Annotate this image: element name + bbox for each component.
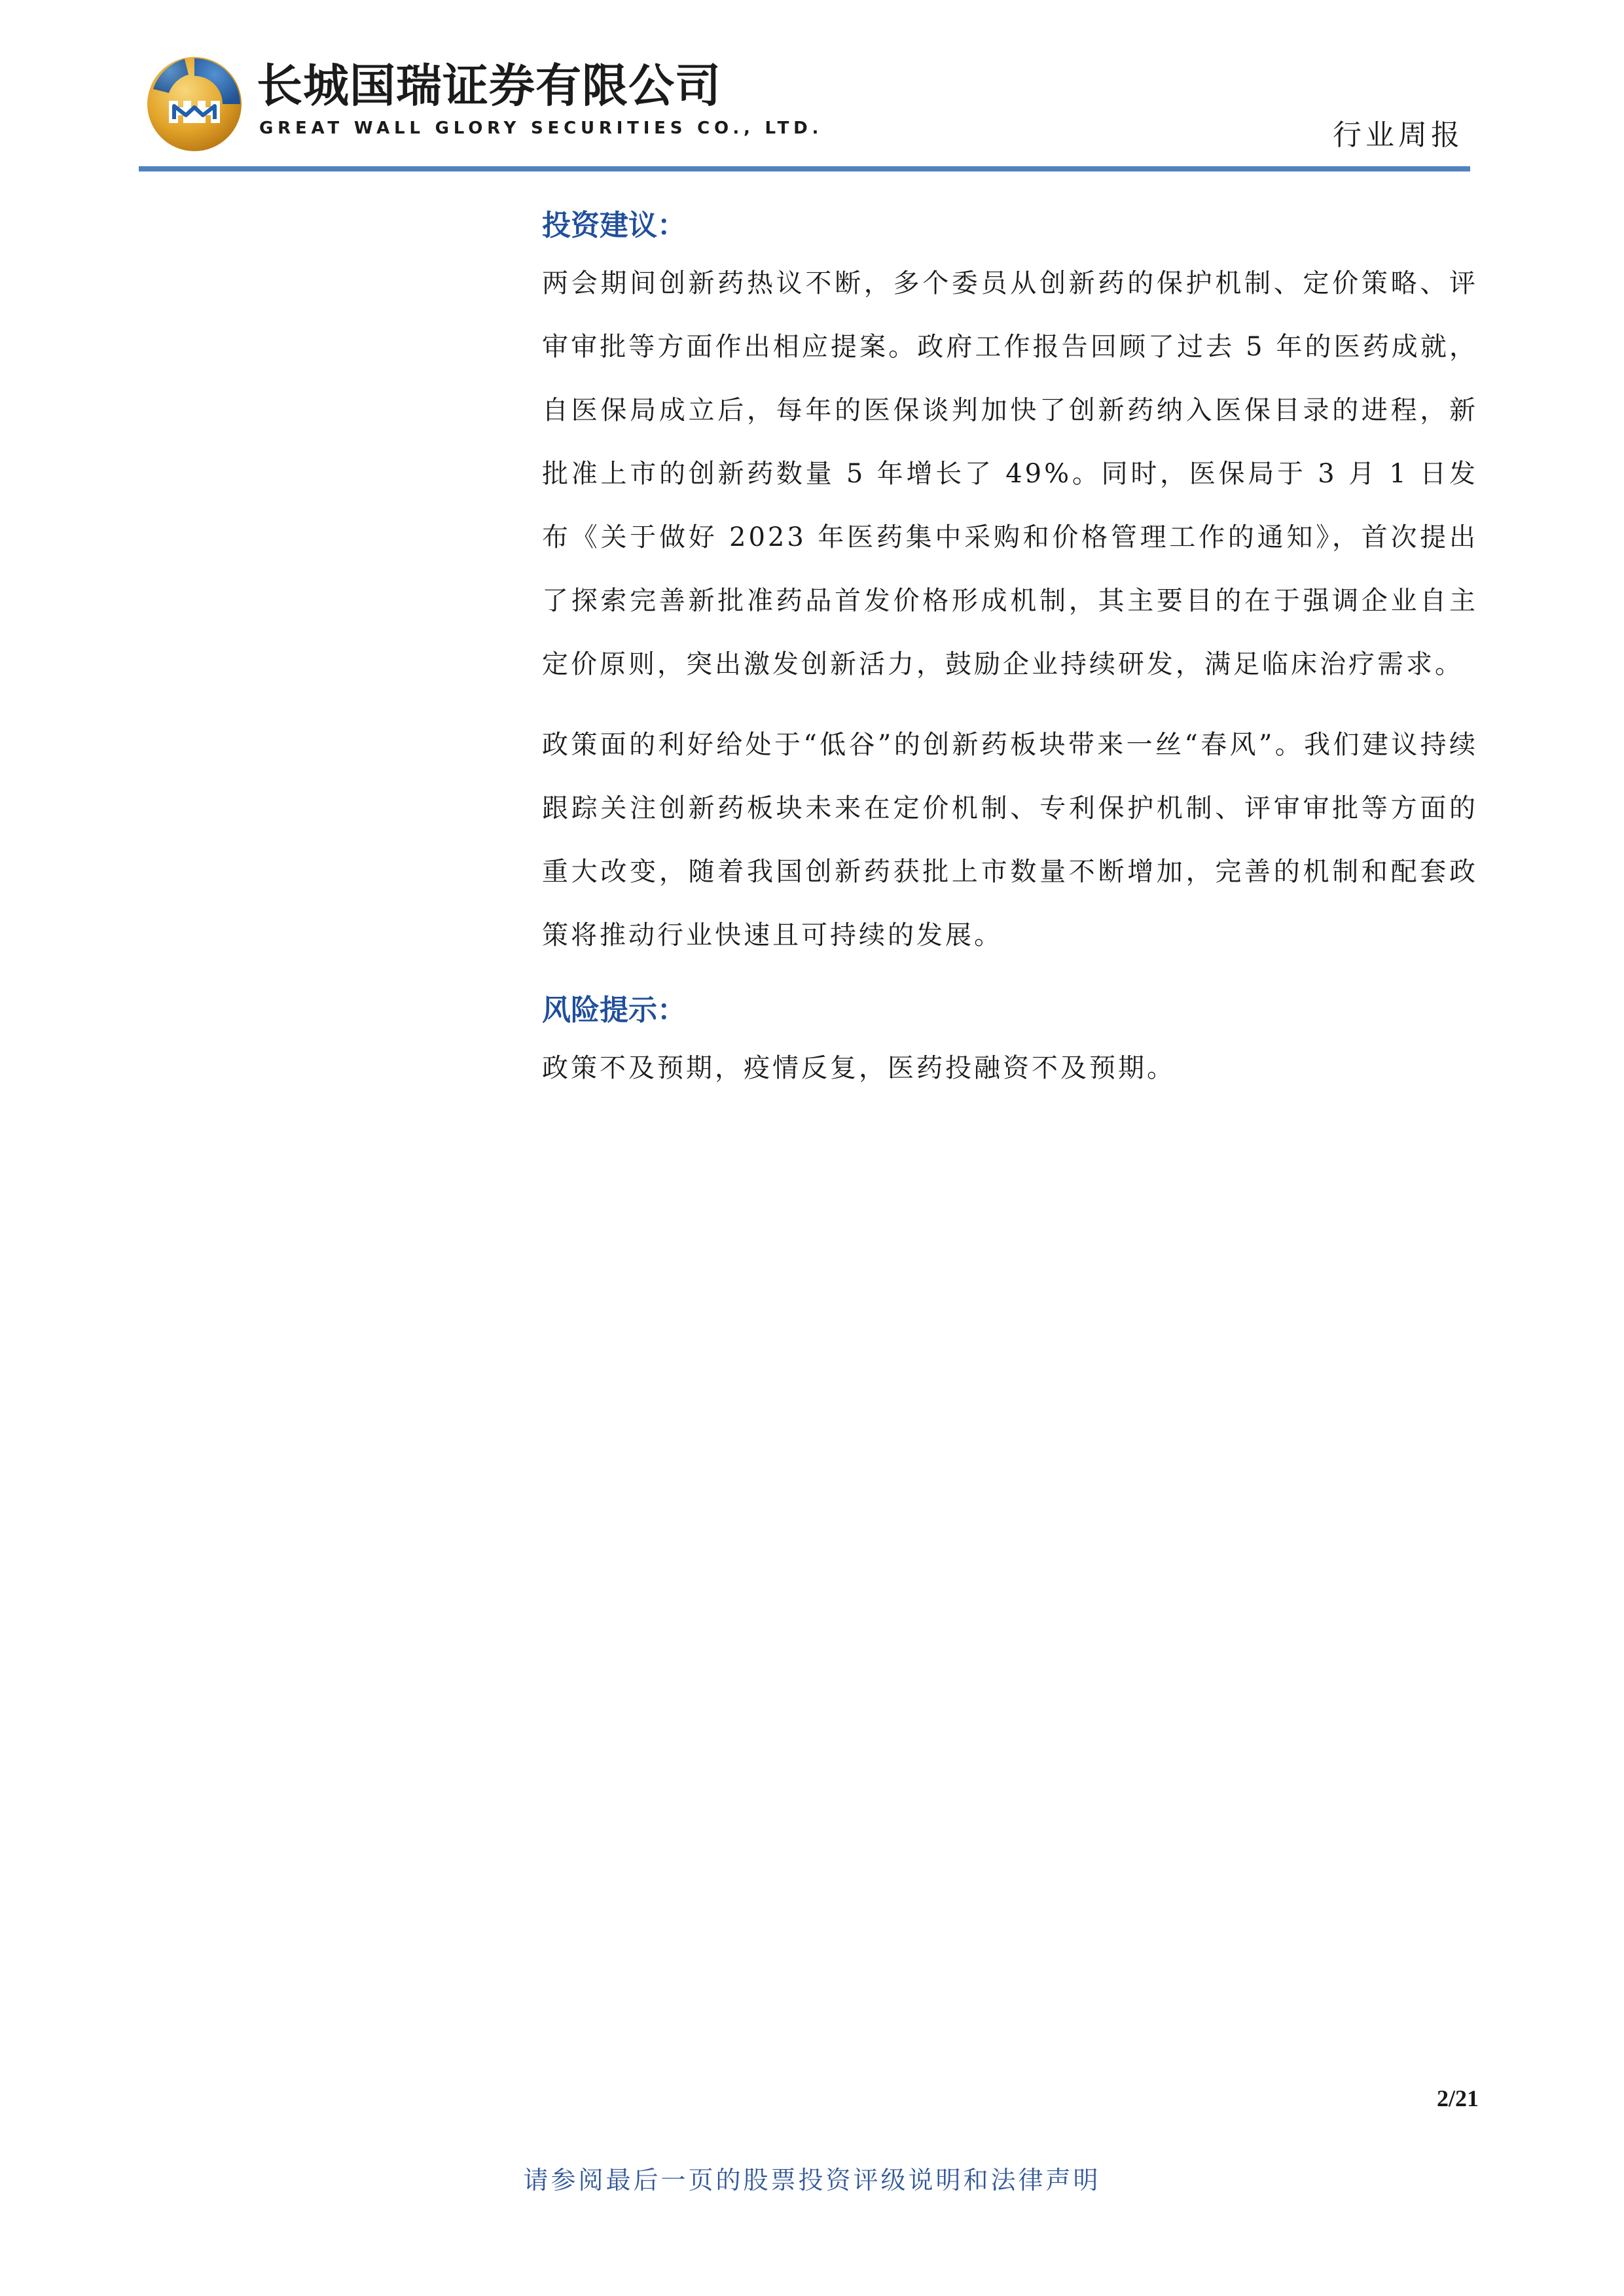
company-name-en: GREAT WALL GLORY SECURITIES CO., LTD. xyxy=(259,118,823,138)
page-header xyxy=(0,0,1624,177)
report-body xyxy=(542,200,1478,1100)
section-heading: 投资建议： xyxy=(542,209,686,242)
great-wall-glory-logo-icon xyxy=(145,55,244,153)
investment-advice-section xyxy=(542,200,1478,967)
section-heading: 风险提示： xyxy=(542,994,686,1027)
header-divider xyxy=(139,166,1470,171)
paragraph: 政策不及预期，疫情反复，医药投融资不及预期。 xyxy=(542,1053,1176,1083)
paragraph: 两会期间创新药热议不断，多个委员从创新药的保护机制、定价策略、评审审批等方面作出相应提案。政府工作报告回顾了过去 5 年的医药成就，自医保局成立后，每年的医保谈判加快了创新药纳入医保目录的进程，新批准上市的创新药数量 5 年增长了 49%。同时，医保局于 3 月 1 日发布《关于做好 2023 年医药集中采购和价格管理工作的通知》，首次提出了探索完善新批准药品首发价格形成机制，其主要目的在于强调企业自主定价原则，突出激发创新活力，鼓励企业持续研发，满足临床治疗需求。 xyxy=(542,268,1478,679)
footer-disclaimer: 请参阅最后一页的股票投资评级说明和法律声明 xyxy=(523,2166,1101,2195)
report-type: 行业周报 xyxy=(1333,118,1464,152)
company-name-cn: 长城国瑞证券有限公司 xyxy=(257,59,721,113)
paragraph: 政策面的利好给处于“低谷”的创新药板块带来一丝“春风”。我们建议持续跟踪关注创新药板块未来在定价机制、专利保护机制、评审审批等方面的重大改变，随着我国创新药获批上市数量不断增加，完善的机制和配套政策将推动行业快速且可持续的发展。 xyxy=(542,730,1478,950)
page-number: 2/21 xyxy=(1436,2085,1479,2111)
risk-warning-section xyxy=(542,984,1478,1100)
